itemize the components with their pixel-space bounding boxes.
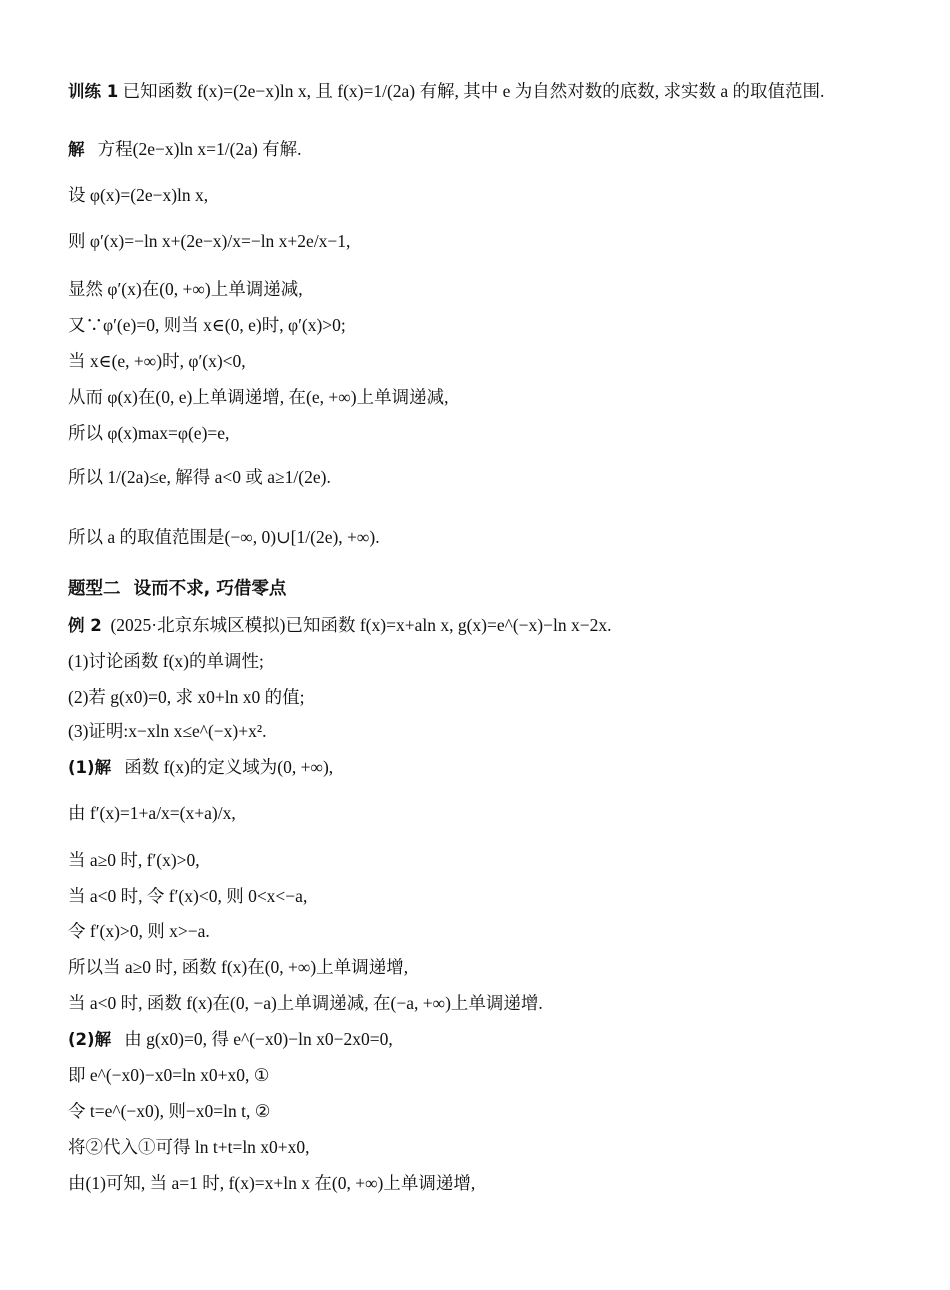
solution-line-10 [68,526,380,548]
answer-text: 由(1)可知, 当 a=1 时, f(x)=x+ln x 在(0, +∞)上单调递增, [68,1173,476,1193]
solution-line-7 [68,386,448,408]
answer-text: 当 a<0 时, 令 f′(x)<0, 则 0<x<−a, [68,886,308,906]
solution-text: 所以 φ(x)max=φ(e)=e, [68,423,230,443]
solution-text: 设 φ(x)=(2e−x)ln x, [68,185,209,205]
solution-text: 显然 φ′(x)在(0, +∞)上单调递减, [68,279,303,299]
answer-1-line-2 [68,802,236,824]
answer-1-line-6 [68,956,408,978]
solution-line-1 [68,138,302,161]
answer-2-line-1 [68,1028,393,1051]
solution-line-2 [68,184,208,206]
answer-text: 由 f′(x)=1+a/x=(x+a)/x, [68,803,236,823]
answer-text: 即 e^(−x0)−x0=ln x0+x0, ① [68,1065,270,1085]
example-2-statement [68,614,611,637]
exercise-text: 已知函数 f(x)=(2e−x)ln x, 且 f(x)=1/(2a) 有解, 其中 e 为自然对数的底数, 求实数 a 的取值范围. [122,81,825,101]
question-text: (2)若 g(x0)=0, 求 x0+ln x0 的值; [68,687,305,707]
section-label: 题型二 [68,579,121,599]
answer-label: (2)解 [68,1030,112,1049]
answer-text: 由 g(x0)=0, 得 e^(−x0)−ln x0−2x0=0, [124,1029,393,1049]
exercise-1-statement [68,80,824,103]
answer-text: 令 f′(x)>0, 则 x>−a. [68,921,210,941]
solution-text: 又∵φ′(e)=0, 则当 x∈(0, e)时, φ′(x)>0; [68,315,346,335]
exercise-label: 训练 1 [68,82,119,101]
solution-line-3 [68,230,350,252]
answer-text: 当 a≥0 时, f′(x)>0, [68,850,200,870]
solution-text: 所以 a 的取值范围是(−∞, 0)∪[1/(2e), +∞). [68,527,380,547]
answer-text: 所以当 a≥0 时, 函数 f(x)在(0, +∞)上单调递增, [68,957,409,977]
solution-line-6 [68,350,246,372]
answer-2-line-5 [68,1172,475,1194]
solution-line-8 [68,422,229,444]
section-heading [68,577,286,600]
answer-1-line-1 [68,756,333,779]
answer-1-line-7 [68,992,543,1014]
question-3 [68,720,266,742]
answer-text: 函数 f(x)的定义域为(0, +∞), [124,757,334,777]
answer-text: 当 a<0 时, 函数 f(x)在(0, −a)上单调递减, 在(−a, +∞)上单调递增. [68,993,543,1013]
solution-text: 从而 φ(x)在(0, e)上单调递增, 在(e, +∞)上单调递减, [68,387,449,407]
example-label: 例 2 [68,616,102,635]
answer-text: 将②代入①可得 ln t+t=ln x0+x0, [68,1137,310,1157]
question-2 [68,686,305,708]
question-text: (3)证明:x−xln x≤e^(−x)+x². [68,721,267,741]
example-text: (2025·北京东城区模拟)已知函数 f(x)=x+aln x, g(x)=e^(−x)−ln x−2x. [110,615,612,635]
solution-line-9 [68,466,331,488]
solution-text: 方程(2e−x)ln x=1/(2a) 有解. [97,139,302,159]
question-text: (1)讨论函数 f(x)的单调性; [68,651,264,671]
answer-1-line-4 [68,885,307,907]
answer-1-line-3 [68,849,200,871]
solution-label: 解 [68,140,85,159]
answer-1-line-5 [68,920,210,942]
solution-text: 则 φ′(x)=−ln x+(2e−x)/x=−ln x+2e/x−1, [68,231,351,251]
solution-text: 所以 1/(2a)≤e, 解得 a<0 或 a≥1/(2e). [68,467,331,487]
solution-line-4 [68,278,303,300]
answer-label: (1)解 [68,758,112,777]
answer-text: 令 t=e^(−x0), 则−x0=ln t, ② [68,1101,271,1121]
answer-2-line-3 [68,1100,270,1122]
solution-line-5 [68,314,346,336]
question-1 [68,650,264,672]
section-title: 设而不求, 巧借零点 [133,579,287,599]
solution-text: 当 x∈(e, +∞)时, φ′(x)<0, [68,351,246,371]
answer-2-line-4 [68,1136,310,1158]
answer-2-line-2 [68,1064,269,1086]
